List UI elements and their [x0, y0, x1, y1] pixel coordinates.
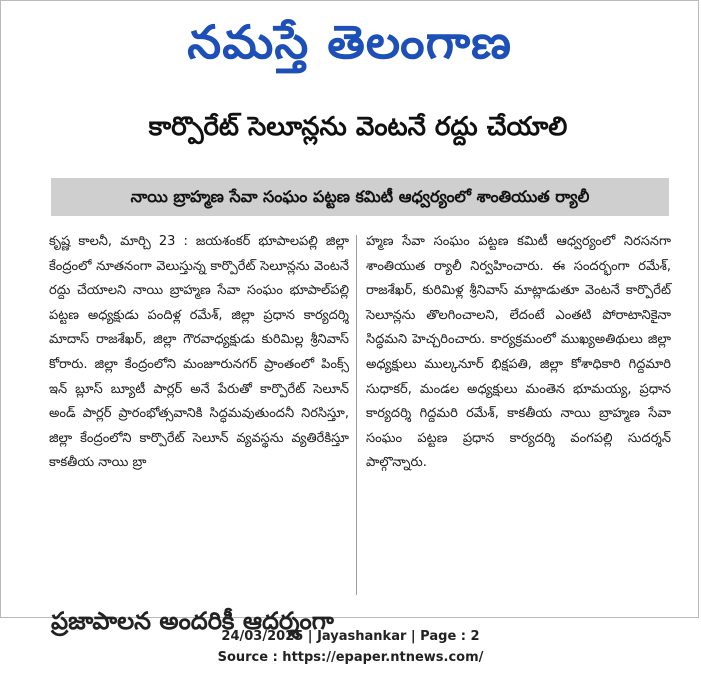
column-divider: [356, 235, 357, 595]
footer-date-edition: 24/03/2025 | Jayashankar | Page : 2: [221, 629, 480, 644]
article-column-right: [366, 230, 671, 605]
masthead-logo: నమస్తే తెలంగాణ: [187, 15, 512, 69]
article-body-right: హ్మణ సేవా సంఘం పట్టణ కమిటీ ఆధ్వర్యంలో నిరసనగా శాంతియుత ర్యాలీ నిర్వహించారు. ఈ సందర్భంగా రమేశ్, రాజశేఖర్, కురిమిళ్ల శ్రీనివాస్ మాట్లాడుతూ వెంటనే కార్పొరేట్ సెలూన్లను తొలగించాలని, లేదంటే ఎంతటి పోరాటానికైనా సిద్ధమని హెచ్చరించారు. కార్యక్రమంలో ముఖ్యఅతిథులు జిల్లా అధ్యక్షులు ముల్కనూర్ భిక్షపతి, జిల్లా కోశాధికారి గిద్దమారి సుధాకర్, మండల అధ్యక్షులు మంతెన భూమయ్య, ప్రధాన కార్యదర్శి గిద్దమరి రమేశ్, కాకతీయ నాయి బ్రాహ్మణ సేవా సంఘం పట్టణ ప్రధాన కార్యదర్శి వంగపల్లి సుదర్శన్ పాల్గొన్నారు.: [366, 234, 671, 471]
next-article-headline-fragment: ప్రజాపాలన అందరికీ ఆదర్శంగా: [51, 607, 334, 635]
article-body-left: కృష్ణ కాలనీ, మార్చి 23 : జయశంకర్ భూపాలపల్లి జిల్లా కేంద్రంలో నూతనంగా వెలుస్తున్న కార్పొరేట్ సెలూన్లను వెంటనే రద్దు చేయాలని నాయి బ్రాహ్మణ సేవా సంఘం భూపాల్‌పల్లి పట్టణ అధ్యక్షుడు పందిళ్ల రమేశ్, జిల్లా ప్రధాన కార్యదర్శి మాదాస్ రాజశేఖర్, జిల్లా గౌరవాధ్యక్షుడు కురిమిల్ల శ్రీనివాస్ కోరారు. జిల్లా కేంద్రంలోని మంజూరునగర్ ప్రాంతంలో పింక్స్ ఇన్ బ్లూస్ బ్యూటీ పార్లర్ అనే పేరుతో కార్పొరేట్ సెలూన్ అండ్ పార్లర్ ప్రారంభోత్సవానికి సిద్ధమవుతుందనీ నిరసిస్తూ, జిల్లా కేంద్రంలోని కార్పొరేట్ సెలూన్ వ్యవస్థను వ్యతిరేకిస్తూ కాకతీయ నాయి బ్రా: [49, 234, 349, 471]
clipping-footer: [0, 626, 701, 668]
article-column-left: [49, 230, 349, 605]
article-headline: కార్పొరేట్ సెలూన్లను వెంటనే రద్దు చేయాలి: [148, 112, 568, 142]
next-article-cutoff: [51, 601, 659, 635]
news-clipping: [21, 95, 689, 635]
article-subheadline: నాయి బ్రాహ్మణ సేవా సంఘం పట్టణ కమిటీ ఆధ్వర్యంలో శాంతియుత ర్యాలీ: [51, 178, 669, 216]
footer-source-link[interactable]: Source : https://epaper.ntnews.com/: [217, 650, 484, 665]
newspaper-masthead: [1, 7, 698, 77]
